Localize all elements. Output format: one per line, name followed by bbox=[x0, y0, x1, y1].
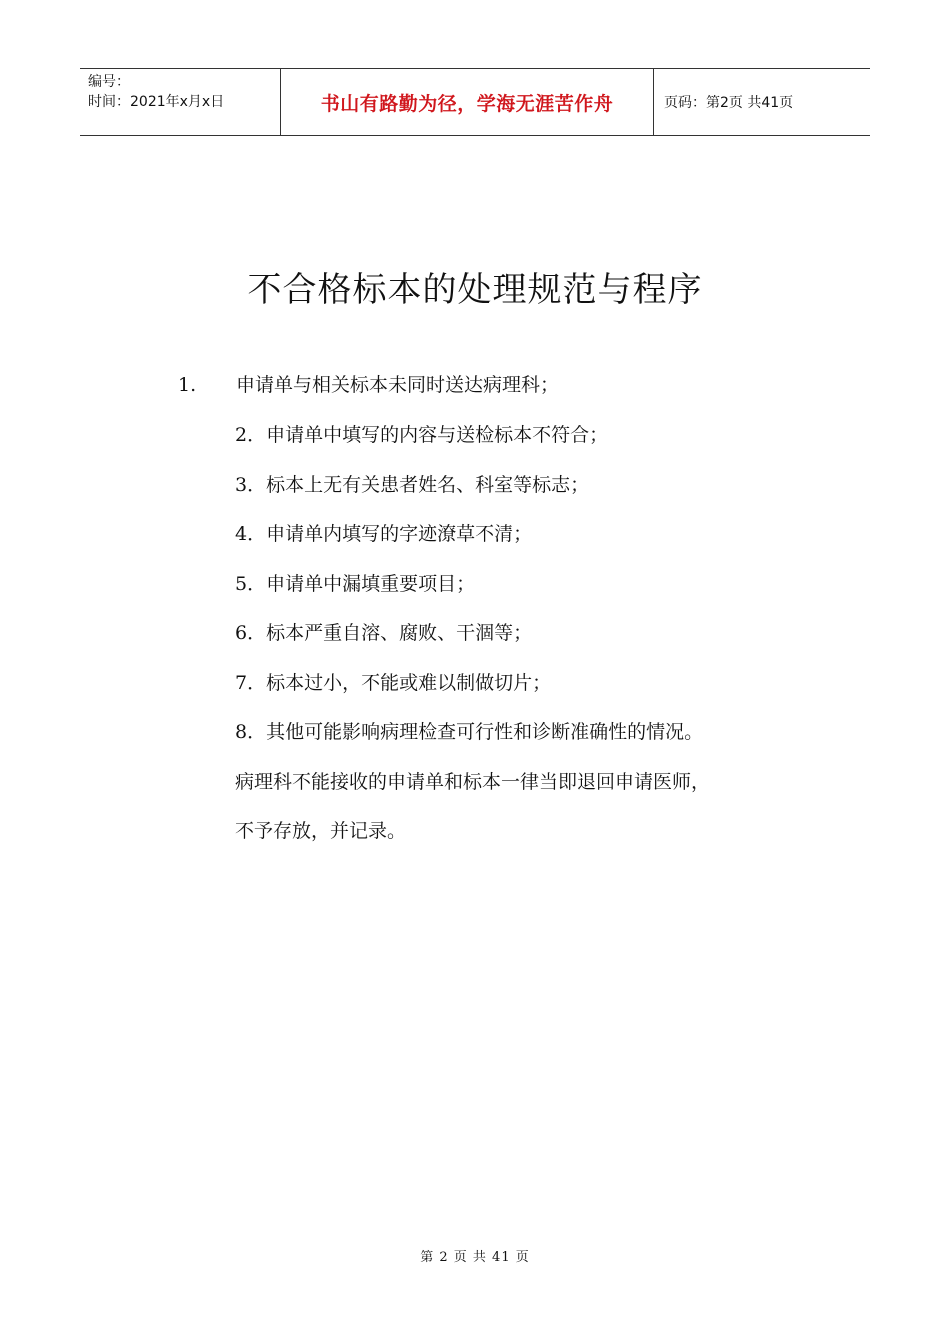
item-7: 7．标本过小，不能或难以制做切片； bbox=[235, 672, 552, 694]
page-info-cell bbox=[654, 69, 870, 135]
item-5: 5．申请单中漏填重要项目； bbox=[235, 573, 476, 595]
conclusion-line-2: 不予存放，并记录。 bbox=[235, 820, 407, 842]
item-1-number: 1. bbox=[178, 374, 197, 396]
item-3: 3．标本上无有关患者姓名、科室等标志； bbox=[235, 474, 590, 496]
item-8: 8．其他可能影响病理检查可行性和诊断准确性的情况。 bbox=[235, 721, 704, 743]
page-footer: 第 2 页 共 41 页 bbox=[420, 1250, 530, 1265]
number-label: 编号： bbox=[88, 74, 130, 90]
item-1-text: 申请单与相关标本未同时送达病理科； bbox=[236, 374, 560, 396]
motto-text: 书山有路勤为径，学海无涯苦作舟 bbox=[320, 92, 614, 115]
document-title: 不合格标本的处理规范与程序 bbox=[247, 270, 703, 310]
header-table bbox=[80, 68, 870, 136]
page-info: 页码：第2页 共41页 bbox=[664, 95, 794, 111]
item-2: 2．申请单中填写的内容与送检标本不符合； bbox=[235, 424, 609, 446]
motto-cell bbox=[281, 69, 654, 135]
time-label: 时间：2021年x月x日 bbox=[88, 94, 225, 110]
header-meta-cell bbox=[80, 69, 281, 135]
item-4: 4．申请单内填写的字迹潦草不清； bbox=[235, 523, 533, 545]
item-6: 6．标本严重自溶、腐败、干涸等； bbox=[235, 622, 533, 644]
conclusion-line-1: 病理科不能接收的申请单和标本一律当即退回申请医师， bbox=[235, 771, 711, 793]
